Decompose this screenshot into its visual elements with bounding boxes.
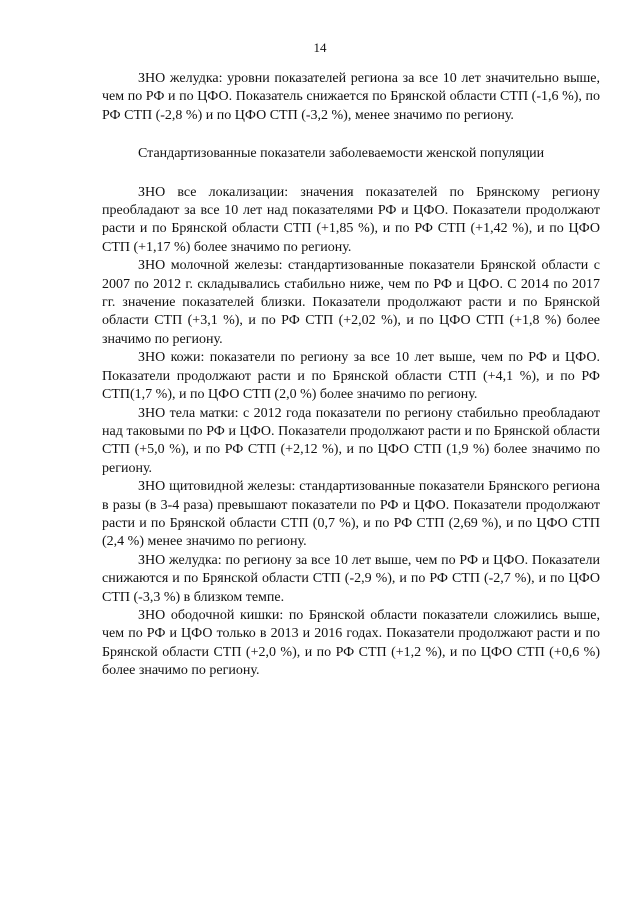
section-heading: Стандартизованные показатели заболеваемости женской популяции <box>138 146 545 162</box>
paragraph-stomach-female: ЗНО желудка: по региону за все 10 лет выше, чем по РФ и ЦФО. Показатели снижаются и по Брянской области СТП (-2,9 %), и по РФ СТП (-2,7 %), и по ЦФО СТП (-3,3 %) в близком темпе. <box>102 552 600 605</box>
paragraph-thyroid: ЗНО щитовидной железы: стандартизованные показатели Брянского региона в разы (в 3-4 раза) превышают показатели по РФ и ЦФО. Показатели продолжают расти и по Брянской области СТП (0,7 %), и по РФ СТП (2,69 %), и по ЦФО СТП (2,4 %) менее значимо по региону. <box>102 479 600 550</box>
document-text-body <box>102 70 600 681</box>
paragraph-uterine-body: ЗНО тела матки: с 2012 года показатели по региону стабильно преобладают над таковыми по РФ и ЦФО. Показатели продолжают расти и по Брянской области СТП (+5,0 %), и по РФ СТП (+2,12 %), и по ЦФО СТП (1,9 %) более значимо по региону. <box>102 405 600 476</box>
paragraph-colon: ЗНО ободочной кишки: по Брянской области показатели сложились выше, чем по РФ и ЦФО только в 2013 и 2016 годах. Показатели продолжают расти и по Брянской области СТП (+2,0 %), и по РФ СТП (+1,2 %), и по ЦФО СТП (+0,6 %) более значимо по региону. <box>102 607 600 679</box>
paragraph-stomach-overall: ЗНО желудка: уровни показателей региона за все 10 лет значительно выше, чем по РФ и по ЦФО. Показатель снижается по Брянской области СТП (-1,6 %), по РФ СТП (-2,8 %) и по ЦФО СТП (-3,2 %), менее значимо по региону. <box>102 71 600 123</box>
page-number: 14 <box>313 40 327 55</box>
paragraph-breast: ЗНО молочной железы: стандартизованные показатели Брянской области с 2007 по 2012 г. складывались стабильно ниже, чем по РФ и ЦФО. С 2014 по 2017 гг. значение показателей близки. Показатели продолжают расти и по Брянской области СТП (+3,1 %), и по РФ СТП (+2,02 %), и по ЦФО СТП (+1,8 %) более значимо по региону. <box>102 258 600 347</box>
paragraph-all-localizations: ЗНО все локализации: значения показателей по Брянскому региону преобладают за все 10 лет над показателями РФ и ЦФО. Показатели продолжают расти и по Брянской области СТП (+1,85 %), и по РФ СТП (+1,42 %), и по ЦФО СТП (+1,17 %) более значимо по региону. <box>102 184 600 255</box>
paragraph-skin: ЗНО кожи: показатели по региону за все 10 лет выше, чем по РФ и ЦФО. Показатели продолжают расти и по Брянской области СТП (+4,1 %), и по РФ СТП(1,7 %), и по ЦФО СТП (2,0 %) более значимо по региону. <box>102 350 600 403</box>
